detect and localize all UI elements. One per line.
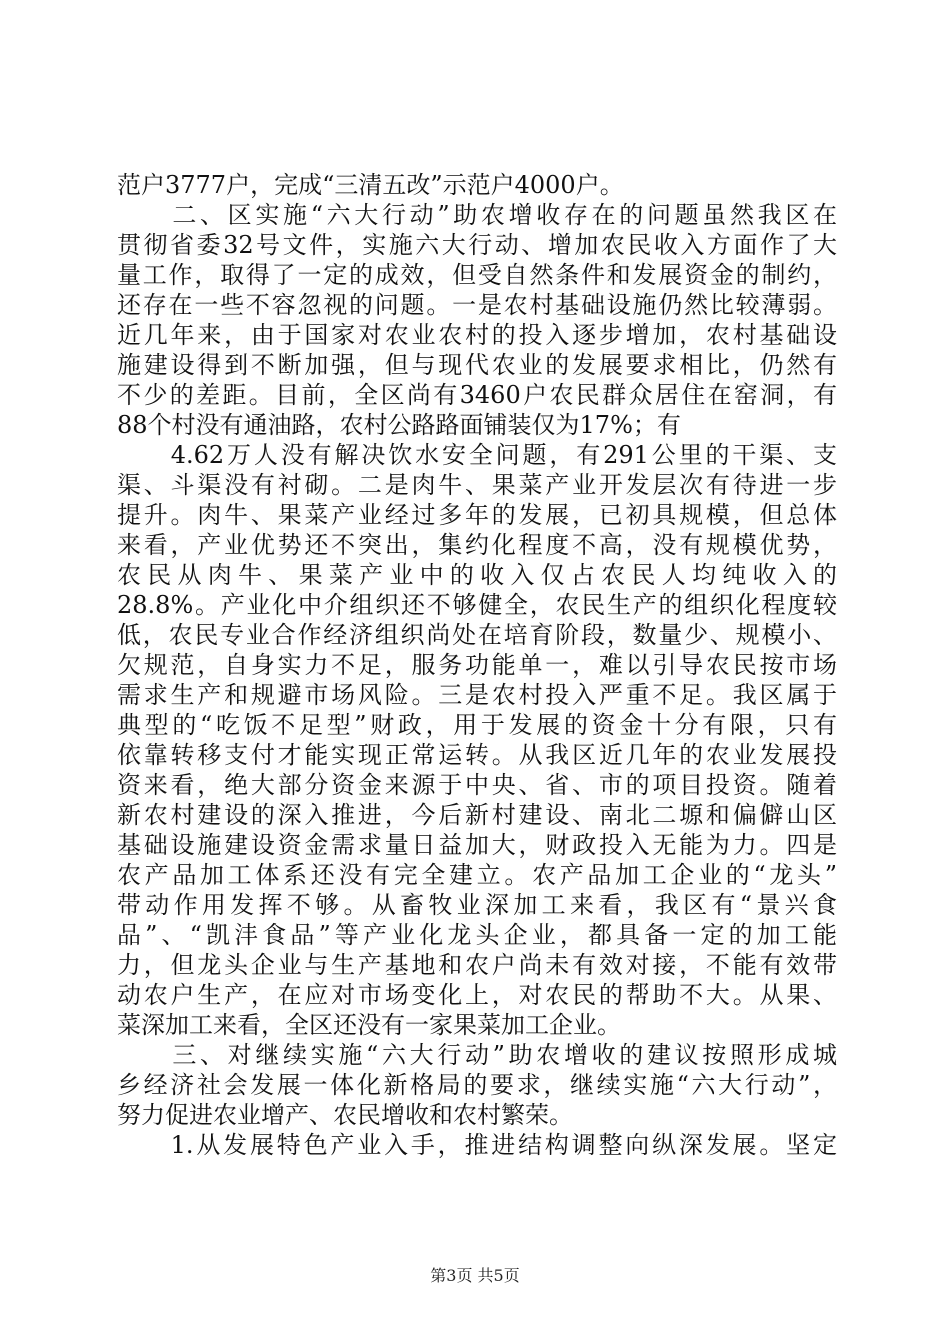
text-line: 乡经济社会发展一体化新格局的要求，继续实施“六大行动”，	[117, 1071, 837, 1099]
text-line: 还存在一些不容忽视的问题。一是农村基础设施仍然比较薄弱。	[117, 291, 837, 319]
text-line: 低，农民专业合作经济组织尚处在培育阶段，数量少、规模小、	[117, 621, 837, 649]
text-line: 28.8%。产业化中介组织还不够健全，农民生产的组织化程度较	[117, 591, 837, 619]
text-line: 三、对继续实施“六大行动”助农增收的建议按照形成城	[117, 1041, 837, 1069]
text-line: 力，但龙头企业与生产基地和农户尚未有效对接，不能有效带	[117, 951, 837, 979]
text-line: 农产品加工体系还没有完全建立。农产品加工企业的“龙头”	[117, 861, 837, 889]
text-line: 需求生产和规避市场风险。三是农村投入严重不足。我区属于	[117, 681, 837, 709]
text-line: 施建设得到不断加强，但与现代农业的发展要求相比，仍然有	[117, 351, 837, 379]
text-line: 渠、斗渠没有衬砌。二是肉牛、果菜产业开发层次有待进一步	[117, 471, 837, 499]
text-line: 近几年来，由于国家对农业农村的投入逐步增加，农村基础设	[117, 321, 837, 349]
text-line: 努力促进农业增产、农民增收和农村繁荣。	[117, 1101, 573, 1129]
page-footer: 第3页 共5页	[430, 1266, 520, 1285]
text-line: 新农村建设的深入推进，今后新村建设、南北二塬和偏僻山区	[117, 801, 837, 829]
text-line: 4.62万人没有解决饮水安全问题，有291公里的干渠、支	[117, 441, 837, 469]
text-line: 提升。肉牛、果菜产业经过多年的发展，已初具规模，但总体	[117, 501, 837, 529]
text-line: 基础设施建设资金需求量日益加大，财政投入无能为力。四是	[117, 831, 837, 859]
text-line: 农民从肉牛、果菜产业中的收入仅占农民人均纯收入的	[117, 561, 837, 589]
text-line: 欠规范，自身实力不足，服务功能单一，难以引导农民按市场	[117, 651, 837, 679]
body-text	[117, 170, 837, 1160]
text-line: 来看，产业优势还不突出，集约化程度不高，没有规模优势，	[117, 531, 837, 559]
text-line: 菜深加工来看，全区还没有一家果菜加工企业。	[117, 1011, 621, 1039]
text-line: 品”、“凯沣食品”等产业化龙头企业，都具备一定的加工能	[117, 921, 837, 949]
text-line: 动农户生产，在应对市场变化上，对农民的帮助不大。从果、	[117, 981, 837, 1009]
text-line: 典型的“吃饭不足型”财政，用于发展的资金十分有限，只有	[117, 711, 837, 739]
text-line: 范户3777户，完成“三清五改”示范户4000户。	[117, 171, 624, 199]
text-line: 带动作用发挥不够。从畜牧业深加工来看，我区有“景兴食	[117, 891, 837, 919]
text-line: 依靠转移支付才能实现正常运转。从我区近几年的农业发展投	[117, 741, 837, 769]
text-line: 贯彻省委32号文件，实施六大行动、增加农民收入方面作了大	[117, 231, 837, 259]
text-line: 二、区实施“六大行动”助农增收存在的问题虽然我区在	[117, 201, 837, 229]
text-line: 资来看，绝大部分资金来源于中央、省、市的项目投资。随着	[117, 771, 837, 799]
text-line: 1.从发展特色产业入手，推进结构调整向纵深发展。坚定	[117, 1131, 837, 1159]
text-line: 88个村没有通油路，农村公路路面铺装仅为17%；有	[117, 411, 681, 439]
text-line: 不少的差距。目前，全区尚有3460户农民群众居住在窑洞，有	[117, 381, 837, 409]
text-line: 量工作，取得了一定的成效，但受自然条件和发展资金的制约，	[117, 261, 837, 289]
